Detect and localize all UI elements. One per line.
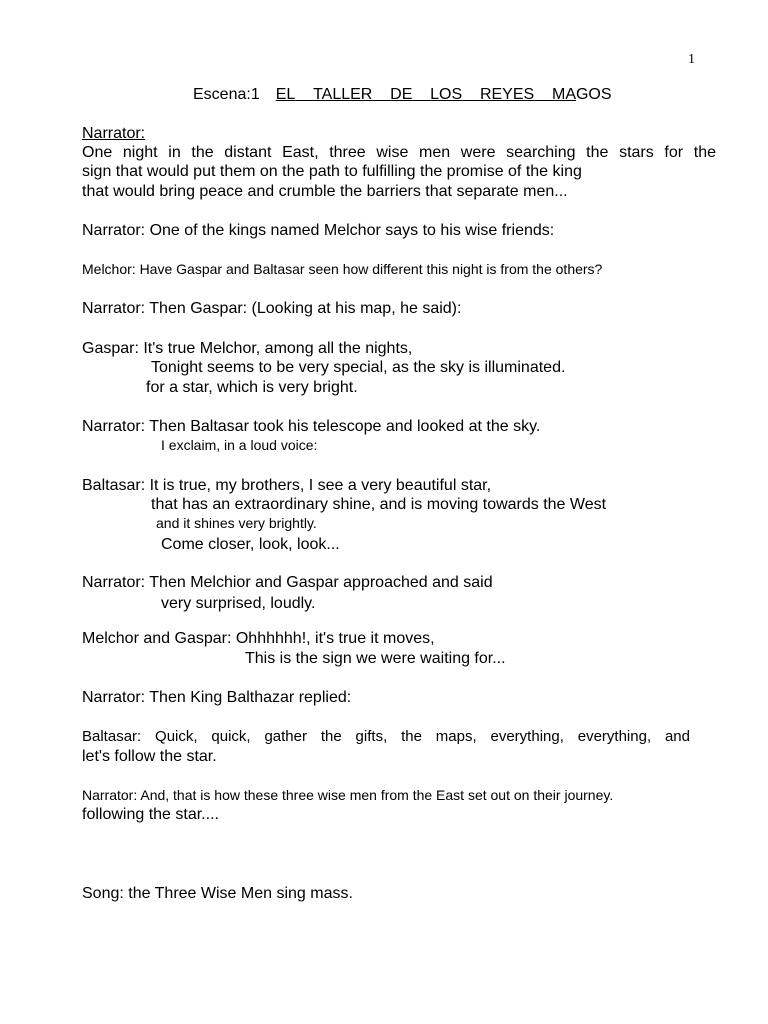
narrator-closing-line-2: following the star.... <box>82 806 219 823</box>
baltasar-line-3: and it shines very brightly. <box>156 515 317 531</box>
baltasar-reply-line-2: let's follow the star. <box>82 748 217 765</box>
narration-line-2: sign that would put them on the path to fulfilling the promise of the king <box>82 163 582 180</box>
narration-line-3: that would bring peace and crumble the barriers that separate men... <box>82 183 568 200</box>
narrator-line-approach: Narrator: Then Melchior and Gaspar approached and said <box>82 574 493 591</box>
gaspar-line-3: for a star, which is very bright. <box>146 379 358 396</box>
page-number: 1 <box>688 52 695 67</box>
scene-label: Escena:1 <box>193 86 260 103</box>
melchor-gaspar-line-2: This is the sign we were waiting for... <box>245 650 506 667</box>
narrator-aside: I exclaim, in a loud voice: <box>161 437 318 453</box>
narrator-line-melchor: Narrator: One of the kings named Melchor says to his wise friends: <box>82 222 555 239</box>
melchor-gaspar-line-1: Melchor and Gaspar: Ohhhhhh!, it's true it moves, <box>82 630 435 647</box>
narrator-closing-line: Narrator: And, that is how these three wise men from the East set out on their journey. <box>82 787 614 803</box>
title-word-los: LOS <box>430 86 463 103</box>
title-word-taller: TALLER <box>313 86 373 103</box>
title-word-ma: MA <box>551 86 576 103</box>
title-word-reyes: REYES <box>479 86 535 103</box>
narrator-line-baltasar: Narrator: Then Baltasar took his telescope and looked at the sky. <box>82 418 541 435</box>
title-word-el: EL <box>275 86 296 103</box>
title-word-de: DE <box>390 86 413 103</box>
narration-line-1: One night in the distant East, three wise men were searching the stars for the <box>82 144 716 161</box>
melchor-line: Melchor: Have Gaspar and Baltasar seen how different this night is from the others? <box>82 261 603 277</box>
narrator-line-surprised: very surprised, loudly. <box>161 595 316 612</box>
baltasar-line-4: Come closer, look, look... <box>161 536 340 553</box>
baltasar-reply-line-1: Baltasar: Quick, quick, gather the gifts, the maps, everything, everything, and <box>82 728 690 745</box>
baltasar-line-1: Baltasar: It is true, my brothers, I see a very beautiful star, <box>82 477 492 494</box>
narrator-heading: Narrator: <box>82 125 146 142</box>
song-line: Song: the Three Wise Men sing mass. <box>82 885 353 902</box>
narrator-line-reply: Narrator: Then King Balthazar replied: <box>82 689 352 706</box>
gaspar-line-1: Gaspar: It's true Melchor, among all the nights, <box>82 340 413 357</box>
scene-title <box>193 85 612 104</box>
baltasar-line-2: that has an extraordinary shine, and is moving towards the West <box>151 496 607 513</box>
title-word-tail: GOS <box>575 86 612 103</box>
narrator-line-gaspar: Narrator: Then Gaspar: (Looking at his map, he said): <box>82 300 462 317</box>
gaspar-line-2: Tonight seems to be very special, as the sky is illuminated. <box>151 359 566 376</box>
